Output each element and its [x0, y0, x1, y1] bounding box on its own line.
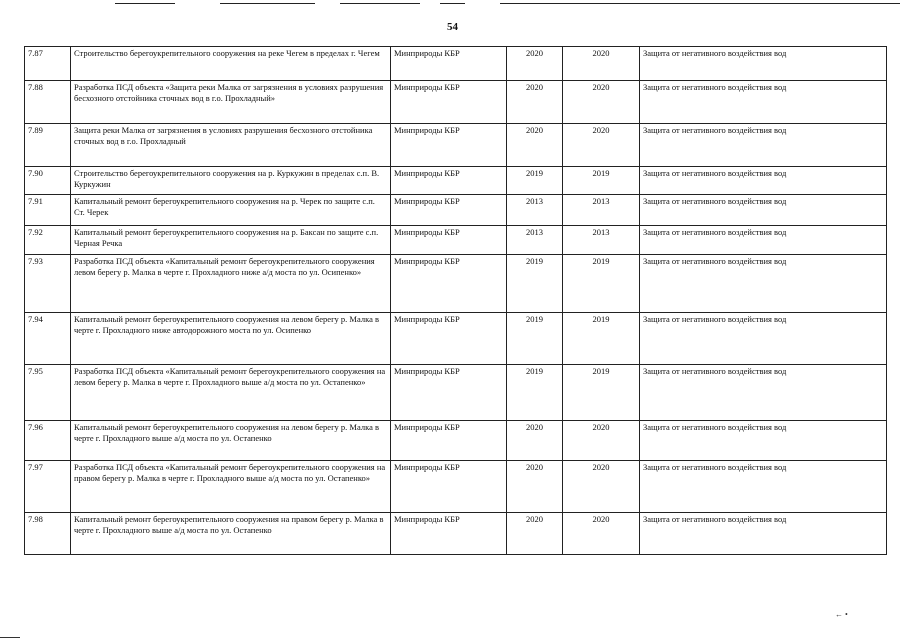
row-number: 7.98	[25, 513, 71, 555]
row-end-year: 2020	[563, 81, 640, 124]
row-start-year: 2020	[507, 47, 563, 81]
table-row	[25, 226, 887, 255]
row-goal: Защита от негативного воздействия вод	[640, 226, 887, 255]
row-start-year: 2020	[507, 421, 563, 461]
row-end-year: 2019	[563, 313, 640, 365]
row-organization: Минприроды КБР	[391, 81, 507, 124]
table-row	[25, 47, 887, 81]
row-start-year: 2013	[507, 195, 563, 226]
row-number: 7.97	[25, 461, 71, 513]
row-goal: Защита от негативного воздействия вод	[640, 255, 887, 313]
row-start-year: 2020	[507, 81, 563, 124]
row-start-year: 2020	[507, 461, 563, 513]
row-organization: Минприроды КБР	[391, 365, 507, 421]
row-end-year: 2020	[563, 513, 640, 555]
table-row	[25, 124, 887, 167]
row-organization: Минприроды КБР	[391, 226, 507, 255]
table-row	[25, 365, 887, 421]
row-start-year: 2019	[507, 313, 563, 365]
row-end-year: 2020	[563, 461, 640, 513]
row-end-year: 2019	[563, 255, 640, 313]
row-number: 7.91	[25, 195, 71, 226]
row-goal: Защита от негативного воздействия вод	[640, 313, 887, 365]
row-description: Разработка ПСД объекта «Капитальный ремонт берегоукрепительного сооружения на левом берегу р. Малка в черте г. Прохладного выше а/д моста по ул. Остапенко»	[71, 365, 391, 421]
table-row	[25, 81, 887, 124]
row-organization: Минприроды КБР	[391, 313, 507, 365]
row-goal: Защита от негативного воздействия вод	[640, 47, 887, 81]
scan-line-3	[340, 3, 420, 4]
row-goal: Защита от негативного воздействия вод	[640, 81, 887, 124]
row-number: 7.93	[25, 255, 71, 313]
scan-edge-mark	[0, 637, 20, 638]
row-goal: Защита от негативного воздействия вод	[640, 513, 887, 555]
row-goal: Защита от негативного воздействия вод	[640, 365, 887, 421]
row-number: 7.88	[25, 81, 71, 124]
scan-line-2	[220, 3, 315, 4]
row-start-year: 2019	[507, 365, 563, 421]
row-organization: Минприроды КБР	[391, 461, 507, 513]
row-end-year: 2013	[563, 195, 640, 226]
row-organization: Минприроды КБР	[391, 255, 507, 313]
table-row	[25, 255, 887, 313]
table-row	[25, 513, 887, 555]
row-number: 7.90	[25, 167, 71, 195]
row-organization: Минприроды КБР	[391, 124, 507, 167]
row-description: Разработка ПСД объекта «Капитальный ремонт берегоукрепительного сооружения на правом берегу р. Малка в черте г. Прохладного выше а/д моста по ул. Остапенко»	[71, 461, 391, 513]
scan-line-4	[440, 3, 465, 4]
row-description: Капитальный ремонт берегоукрепительного сооружения на левом берегу р. Малка в черте г. Прохладного ниже автодорожного моста по ул. Осипенко	[71, 313, 391, 365]
row-number: 7.92	[25, 226, 71, 255]
row-start-year: 2013	[507, 226, 563, 255]
row-start-year: 2020	[507, 513, 563, 555]
row-number: 7.89	[25, 124, 71, 167]
row-end-year: 2020	[563, 47, 640, 81]
row-description: Разработка ПСД объекта «Защита реки Малка от загрязнения в условиях разрушения бесхозного отстойника сточных вод в г.о. Прохладный»	[71, 81, 391, 124]
row-organization: Минприроды КБР	[391, 47, 507, 81]
table-row	[25, 167, 887, 195]
row-goal: Защита от негативного воздействия вод	[640, 195, 887, 226]
row-goal: Защита от негативного воздействия вод	[640, 167, 887, 195]
row-end-year: 2020	[563, 124, 640, 167]
row-description: Строительство берегоукрепительного сооружения на реке Чегем в пределах г. Чегем	[71, 47, 391, 81]
row-end-year: 2020	[563, 421, 640, 461]
row-description: Капитальный ремонт берегоукрепительного сооружения на правом берегу р. Малка в черте г. Прохладного выше а/д моста по ул. Остапенко	[71, 513, 391, 555]
table-row	[25, 195, 887, 226]
row-start-year: 2020	[507, 124, 563, 167]
row-end-year: 2013	[563, 226, 640, 255]
row-description: Разработка ПСД объекта «Капитальный ремонт берегоукрепительного сооружения левом берегу р. Малка в черте г. Прохладного ниже а/д моста по ул. Осипенко»	[71, 255, 391, 313]
row-goal: Защита от негативного воздействия вод	[640, 421, 887, 461]
row-number: 7.94	[25, 313, 71, 365]
table-row	[25, 461, 887, 513]
page-number: 54	[447, 21, 458, 33]
table-row	[25, 421, 887, 461]
row-start-year: 2019	[507, 255, 563, 313]
row-description: Капитальный ремонт берегоукрепительного сооружения на р. Баксан по защите с.п. Черная Речка	[71, 226, 391, 255]
row-start-year: 2019	[507, 167, 563, 195]
row-organization: Минприроды КБР	[391, 513, 507, 555]
row-number: 7.87	[25, 47, 71, 81]
row-end-year: 2019	[563, 167, 640, 195]
row-organization: Минприроды КБР	[391, 167, 507, 195]
row-end-year: 2019	[563, 365, 640, 421]
row-organization: Минприроды КБР	[391, 195, 507, 226]
corner-scan-marks: ← •	[835, 610, 848, 619]
row-description: Капитальный ремонт берегоукрепительного сооружения на р. Черек по защите с.п. Ст. Черек	[71, 195, 391, 226]
row-description: Строительство берегоукрепительного сооружения на р. Куркужин в пределах с.п. В. Куркужин	[71, 167, 391, 195]
row-goal: Защита от негативного воздействия вод	[640, 461, 887, 513]
row-number: 7.96	[25, 421, 71, 461]
scan-line-5	[500, 3, 900, 4]
row-number: 7.95	[25, 365, 71, 421]
document-table	[24, 46, 887, 555]
row-description: Защита реки Малка от загрязнения в условиях разрушения бесхозного отстойника сточных вод в г.о. Прохладный	[71, 124, 391, 167]
scan-line-1	[115, 3, 175, 4]
row-description: Капитальный ремонт берегоукрепительного сооружения на левом берегу р. Малка в черте г. Прохладного выше а/д моста по ул. Остапенко	[71, 421, 391, 461]
row-organization: Минприроды КБР	[391, 421, 507, 461]
row-goal: Защита от негативного воздействия вод	[640, 124, 887, 167]
table-row	[25, 313, 887, 365]
